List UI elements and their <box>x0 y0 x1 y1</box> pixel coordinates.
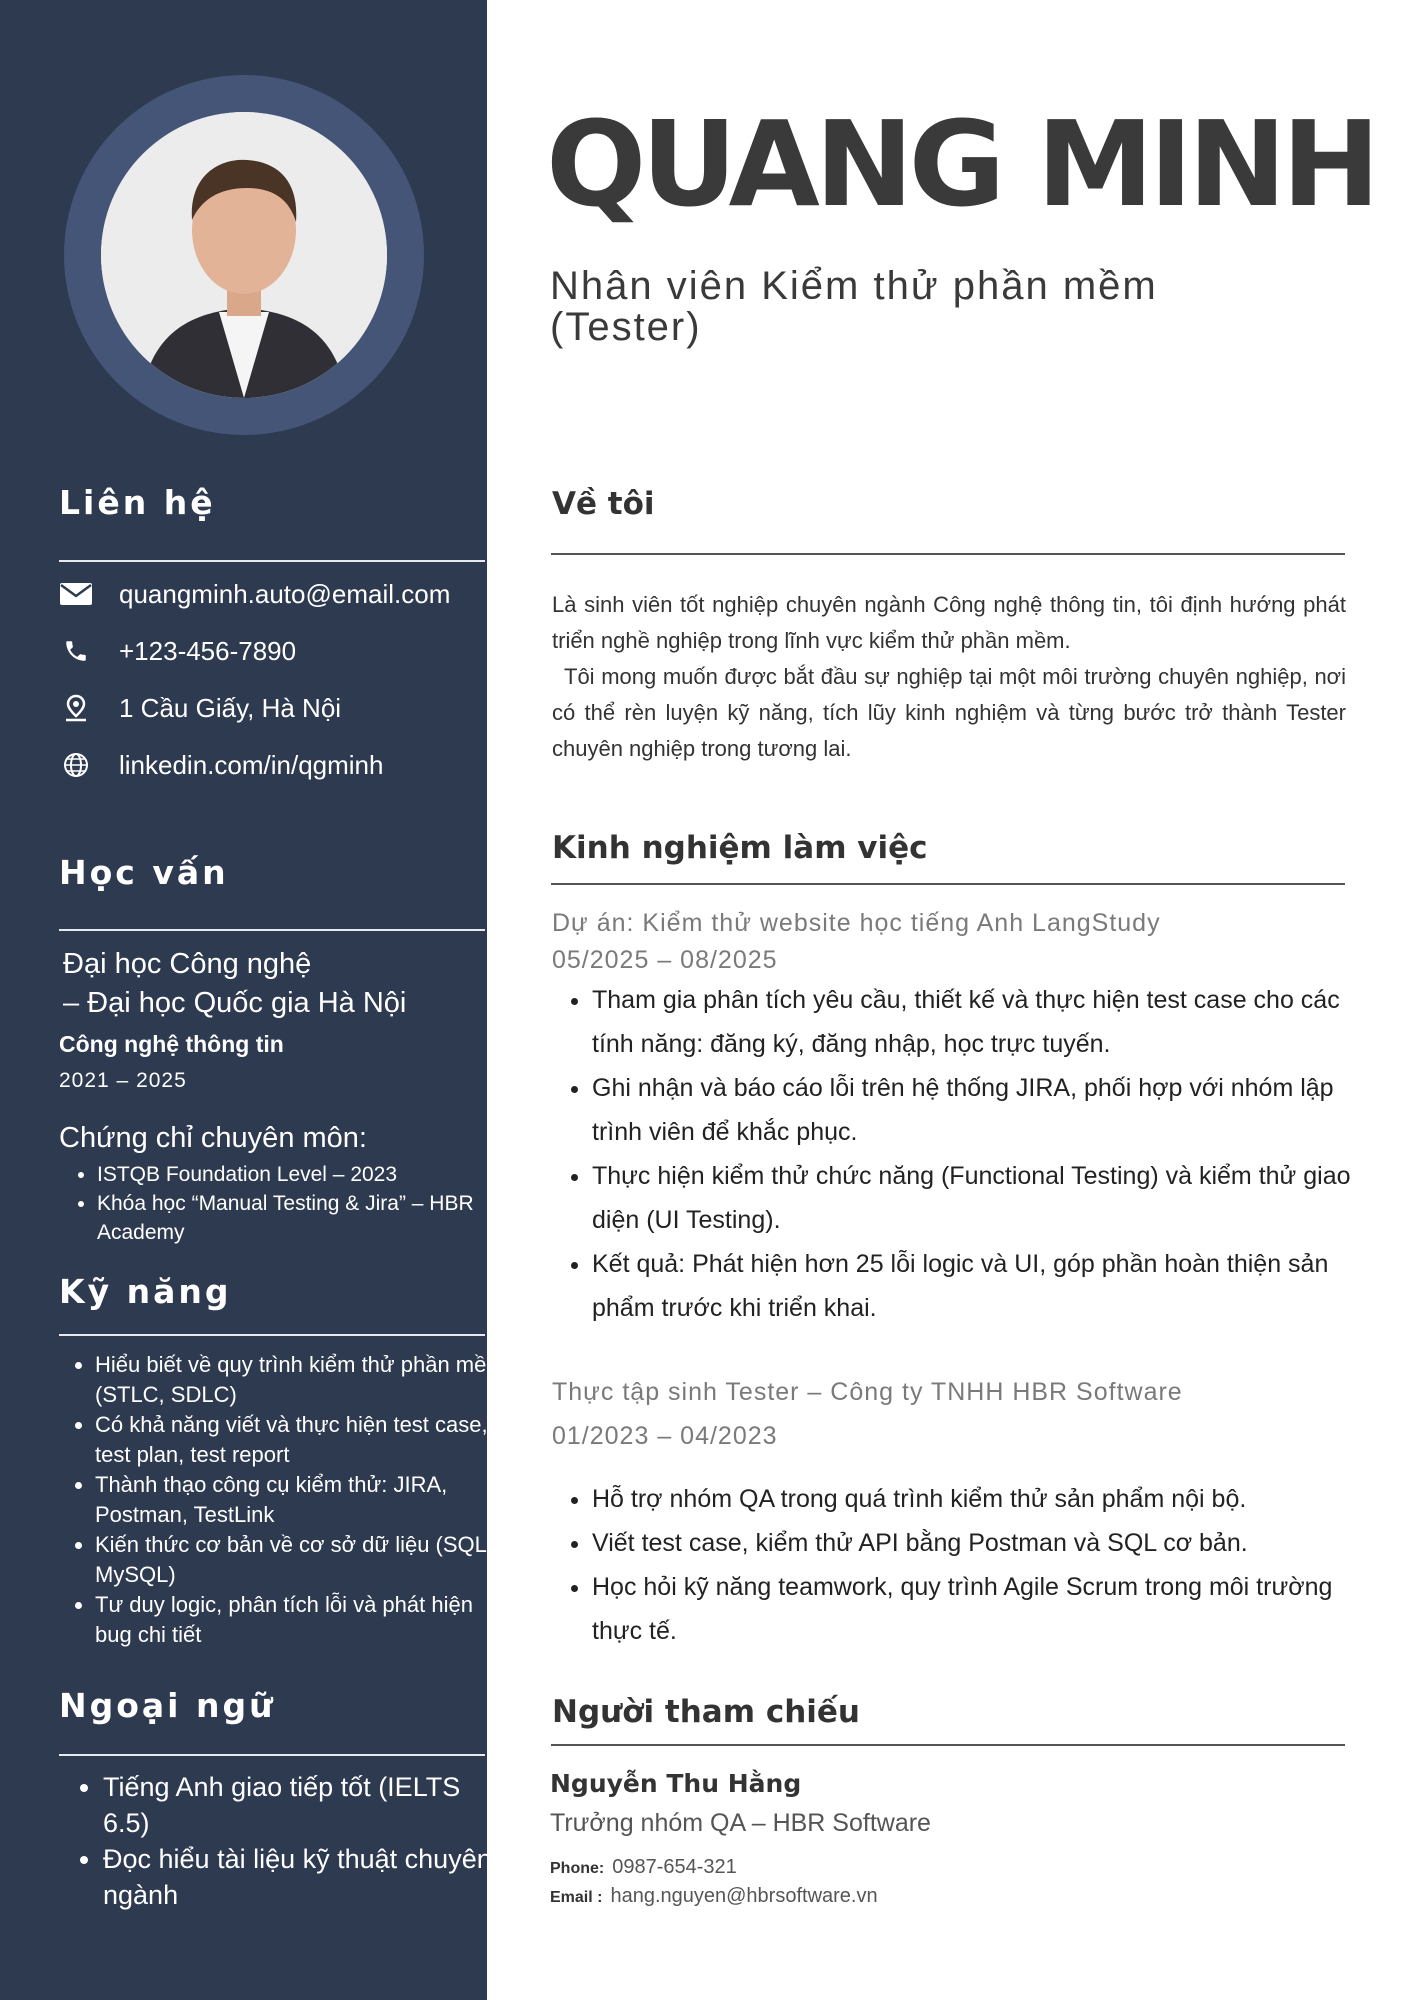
job-2-title: Thực tập sinh Tester – Công ty TNHH HBR Software <box>552 1378 1183 1406</box>
about-heading: Về tôi <box>552 486 655 522</box>
sidebar <box>0 0 505 2000</box>
contact-address-text: 1 Cầu Giấy, Hà Nội <box>119 692 342 723</box>
education-school-line2: – Đại học Quốc gia Hà Nội <box>63 987 407 1019</box>
list-item: • Hỗ trợ nhóm QA trong quá trình kiểm thử sản phẩm nội bộ. <box>592 1477 1382 1521</box>
list-item: • Viết test case, kiểm thử API bằng Postman và SQL cơ bản. <box>592 1521 1382 1565</box>
skills-list <box>59 1350 515 1650</box>
reference-email-label: Email : <box>550 1889 603 1906</box>
list-item: • Khóa học “Manual Testing & Jira” – HBR Academy <box>97 1189 507 1247</box>
reference-email[interactable] <box>550 1885 878 1908</box>
list-item: • Hiểu biết về quy trình kiểm thử phần mềm (STLC, SDLC) <box>95 1350 515 1410</box>
experience-heading: Kinh nghiệm làm việc <box>552 830 928 866</box>
reference-name: Nguyễn Thu Hằng <box>550 1769 802 1798</box>
education-school <box>63 945 406 1023</box>
contact-phone-text: +123-456-7890 <box>119 635 297 666</box>
list-item: • Tư duy logic, phân tích lỗi và phát hiện bug chi tiết <box>95 1590 515 1650</box>
job-title: Nhân viên Kiểm thử phần mềm (Tester) <box>550 264 1158 349</box>
education-major: Công nghệ thông tin <box>59 1031 284 1057</box>
candidate-name: QUANG MINH <box>546 95 1376 233</box>
globe-icon <box>59 748 93 782</box>
mail-icon <box>59 577 93 611</box>
profile-photo <box>101 112 387 398</box>
reference-phone-label: Phone: <box>550 1860 605 1877</box>
about-paragraph-2: Tôi mong muốn được bắt đầu sự nghiệp tại một môi trường chuyên nghiệp, nơi có thể rèn luyện kỹ năng, tích lũy kinh nghiệm và từng bước trở thành Tester chuyên nghiệp trong tương lai. <box>552 664 1346 761</box>
contact-email-text: quangminh.auto@email.com <box>119 578 451 609</box>
list-item: • Thành thạo công cụ kiểm thử: JIRA, Postman, TestLink <box>95 1470 515 1530</box>
list-item: • Thực hiện kiểm thử chức năng (Functional Testing) và kiểm thử giao diện (UI Testing). <box>592 1154 1382 1242</box>
contact-divider <box>59 560 485 562</box>
profile-photo-frame <box>64 75 424 435</box>
job-1-period: 05/2025 – 08/2025 <box>552 946 778 974</box>
languages-list <box>59 1769 503 1913</box>
location-icon <box>59 691 93 725</box>
list-item: • Tham gia phân tích yêu cầu, thiết kế và thực hiện test case cho các tính năng: đăng ký, đăng nhập, học trực tuyến. <box>592 978 1382 1066</box>
job-1-title: Dự án: Kiểm thử website học tiếng Anh LangStudy <box>552 909 1161 937</box>
contact-heading: Liên hệ <box>59 483 216 522</box>
list-item: • Tiếng Anh giao tiếp tốt (IELTS 6.5) <box>103 1769 503 1841</box>
contact-address <box>59 688 341 728</box>
reference-heading: Người tham chiếu <box>552 1694 860 1730</box>
job-1-bullets <box>552 978 1382 1330</box>
skills-divider <box>59 1334 485 1336</box>
education-divider <box>59 929 485 931</box>
contact-website-text: linkedin.com/in/qgminh <box>119 749 384 780</box>
list-item: • Đọc hiểu tài liệu kỹ thuật chuyên ngành <box>103 1841 503 1913</box>
about-paragraph-1: Là sinh viên tốt nghiệp chuyên ngành Công nghệ thông tin, tôi định hướng phát triển nghề nghiệp trong lĩnh vực kiểm thử phần mềm. <box>552 592 1346 653</box>
list-item: • Kết quả: Phát hiện hơn 25 lỗi logic và UI, góp phần hoàn thiện sản phẩm trước khi triển khai. <box>592 1242 1382 1330</box>
reference-phone-value: 0987-654-321 <box>612 1856 737 1878</box>
person-portrait-icon <box>101 112 387 398</box>
reference-phone <box>550 1856 737 1879</box>
skills-heading: Kỹ năng <box>59 1272 232 1311</box>
languages-heading: Ngoại ngữ <box>59 1686 276 1725</box>
job-2-bullets <box>552 1477 1382 1653</box>
education-years: 2021 – 2025 <box>59 1069 187 1092</box>
certificates-title: Chứng chỉ chuyên môn: <box>59 1122 367 1154</box>
reference-email-value: hang.nguyen@hbrsoftware.vn <box>610 1885 878 1907</box>
education-school-line1: Đại học Công nghệ <box>63 948 312 980</box>
certificates-list <box>59 1160 507 1247</box>
list-item: • Ghi nhận và báo cáo lỗi trên hệ thống JIRA, phối hợp với nhóm lập trình viên để khắc phục. <box>592 1066 1382 1154</box>
reference-role: Trưởng nhóm QA – HBR Software <box>550 1809 931 1837</box>
about-divider <box>551 553 1345 555</box>
contact-email[interactable] <box>59 574 450 614</box>
phone-icon <box>59 634 93 668</box>
job-2-period: 01/2023 – 04/2023 <box>552 1422 778 1450</box>
contact-website[interactable] <box>59 745 383 785</box>
reference-divider <box>551 1744 1345 1746</box>
languages-divider <box>59 1754 485 1756</box>
list-item: • ISTQB Foundation Level – 2023 <box>97 1160 507 1189</box>
contact-phone[interactable] <box>59 631 296 671</box>
list-item: • Học hỏi kỹ năng teamwork, quy trình Agile Scrum trong môi trường thực tế. <box>592 1565 1382 1653</box>
experience-divider <box>551 883 1345 885</box>
list-item: • Có khả năng viết và thực hiện test case, test plan, test report <box>95 1410 515 1470</box>
about-text <box>552 587 1346 767</box>
list-item: • Kiến thức cơ bản về cơ sở dữ liệu (SQL, MySQL) <box>95 1530 515 1590</box>
education-heading: Học vấn <box>59 853 229 892</box>
